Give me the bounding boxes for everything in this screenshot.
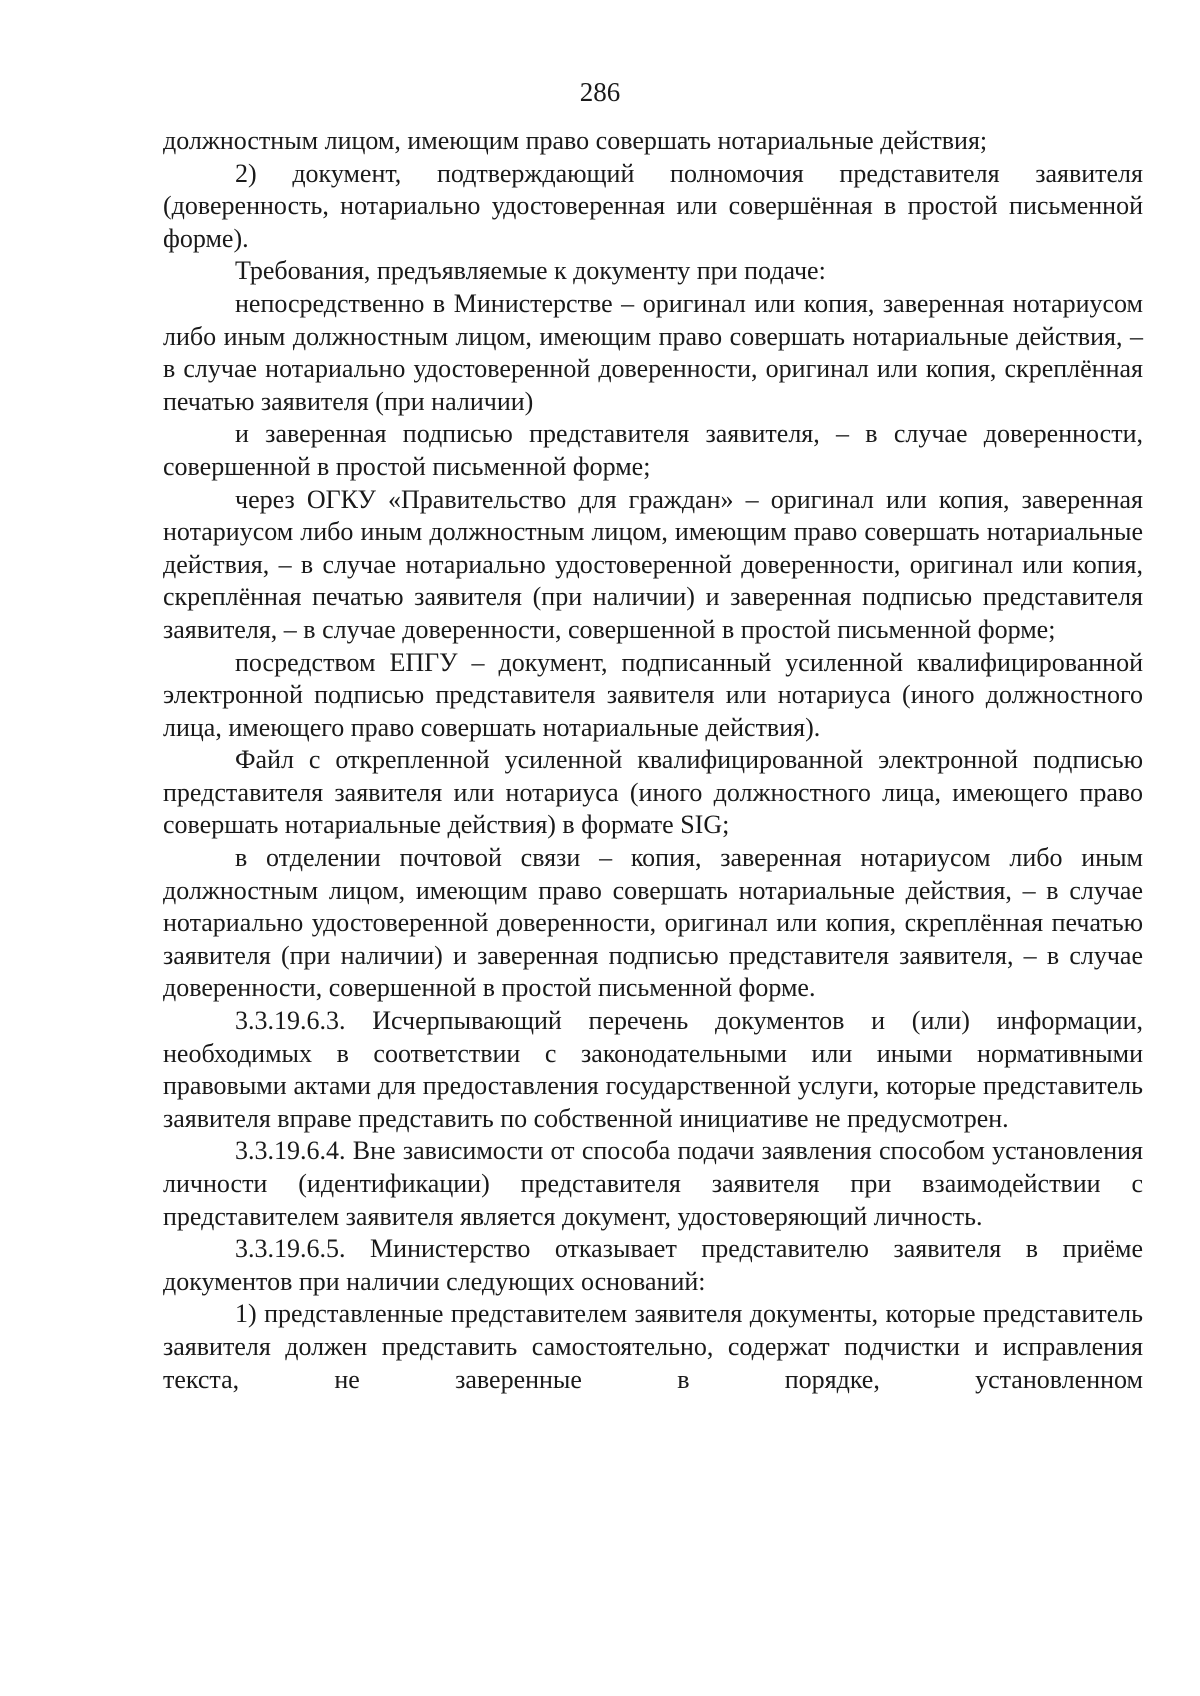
document-body (163, 125, 1143, 1396)
paragraph: непосредственно в Министерстве – оригинал или копия, заверенная нотариусом либо иным должностным лицом, имеющим право совершать нотариальные действия, – в случае нотариально удостоверенной доверенности, оригинал или копия, скреплённая печатью заявителя (при наличии) (163, 288, 1143, 416)
paragraph: через ОГКУ «Правительство для граждан» – оригинал или копия, заверенная нотариусом либо иным должностным лицом, имеющим право совершать нотариальные действия, – в случае нотариально удостоверенной доверенности, оригинал или копия, скреплённая печатью заявителя (при наличии) и заверенная подписью представителя заявителя, – в случае доверенности, совершенной в простой письменной форме; (163, 484, 1143, 644)
paragraph: в отделении почтовой связи – копия, заверенная нотариусом либо иным должностным лицом, имеющим право совершать нотариальные действия, – в случае нотариально удостоверенной доверенности, оригинал или копия, скреплённая печатью заявителя (при наличии) и заверенная подписью представителя заявителя, – в случае доверенности, совершенной в простой письменной форме. (163, 843, 1143, 1003)
paragraph: Файл с открепленной усиленной квалифицированной электронной подписью представителя заявителя или нотариуса (иного должностного лица, имеющего право совершать нотариальные действия) в формате SIG; (163, 745, 1143, 840)
paragraph: 3.3.19.6.4. Вне зависимости от способа подачи заявления способом установления личности (идентификации) представителя заявителя при взаимодействии с представителем заявителя является документ, удостоверяющий личность. (163, 1136, 1143, 1231)
paragraph: 3.3.19.6.3. Исчерпывающий перечень документов и (или) информации, необходимых в соответствии с законодательными или иными нормативными правовыми актами для предоставления государственной услуги, которые представитель заявителя вправе представить по собственной инициативе не предусмотрен. (163, 1006, 1143, 1133)
paragraph: 2) документ, подтверждающий полномочия представителя заявителя (доверенность, нотариально удостоверенная или совершённая в простой письменной форме). (163, 158, 1143, 253)
paragraph: 3.3.19.6.5. Министерство отказывает представителю заявителя в приёме документов при наличии следующих оснований: (163, 1234, 1143, 1296)
page-number: 286 (579, 77, 621, 107)
paragraph: должностным лицом, имеющим право совершать нотариальные действия; (163, 126, 988, 155)
paragraph: и заверенная подписью представителя заявителя, – в случае доверенности, совершенной в простой письменной форме; (163, 419, 1143, 481)
paragraph-continued: 1) представленные представителем заявителя документы, которые представитель заявителя должен представить самостоятельно, содержат подчистки и исправления текста, не заверенные в порядке, установленном (163, 1299, 1143, 1394)
paragraph: посредством ЕПГУ – документ, подписанный усиленной квалифицированной электронной подписью представителя заявителя или нотариуса (иного должностного лица, имеющего право совершать нотариальные действия). (163, 647, 1143, 742)
paragraph: Требования, предъявляемые к документу при подаче: (235, 256, 826, 286)
